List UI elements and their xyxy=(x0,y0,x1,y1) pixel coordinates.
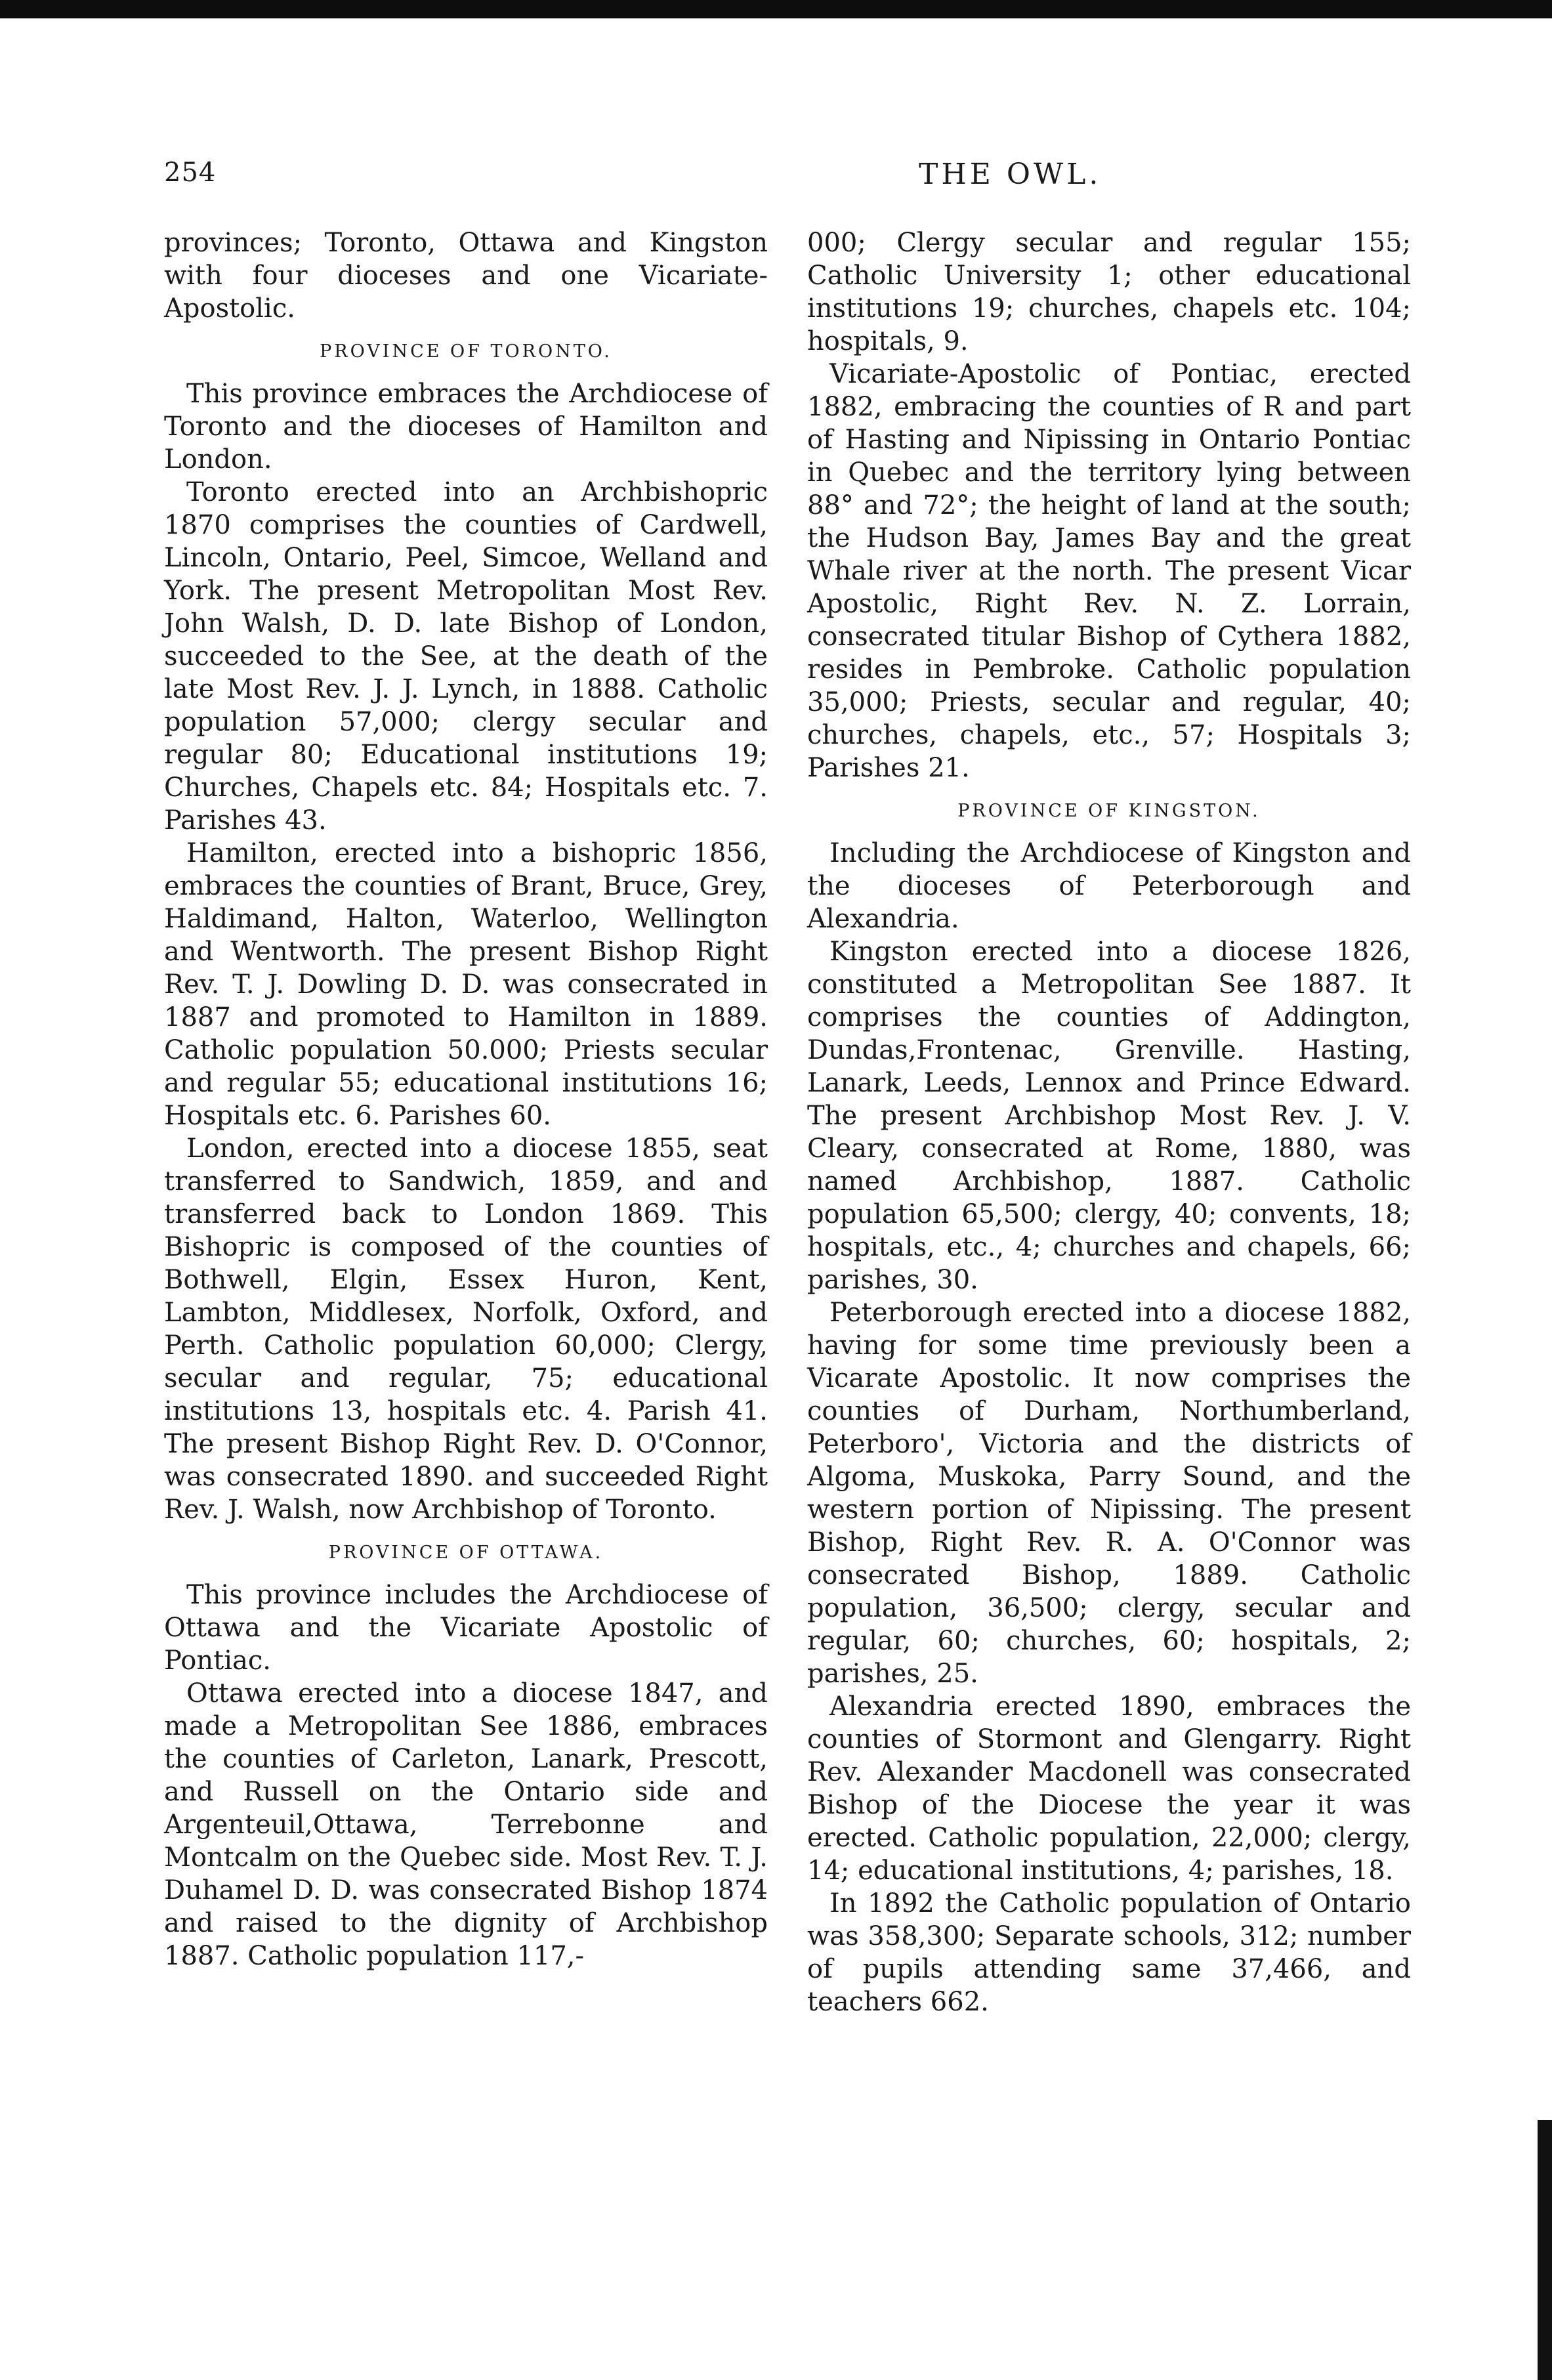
pontiac-paragraph: Vicariate-Apostolic of Pontiac, erected 1882, embracing the counties of R and part of Hasting and Nipissing in Ontario Pontiac in Quebec and the territory lying between 88° and 72°; the height of land at the south; the Hudson Bay, James Bay and the great Whale river at the north. The present Vicar Apostolic, Right Rev. N. Z. Lorrain, consecrated titular Bishop of Cythera 1882, resides in Pembroke. Catholic population 35,000; Priests, secular and regular, 40; churches, chapels, etc., 57; Hospitals 3; Parishes 21. xyxy=(807,359,1411,783)
alexandria-paragraph: Alexandria erected 1890, embraces the counties of Stormont and Glengarry. Right Rev. Alexander Macdonell was consecrated Bishop of the Diocese the year it was erected. Catholic population, 22,000; clergy, 14; educational institutions, 4; parishes, 18. xyxy=(807,1691,1411,1886)
ottawa-paragraph-1: This province includes the Archdiocese of Ottawa and the Vicariate Apostolic of Pontiac. xyxy=(164,1580,768,1676)
toronto-paragraph-1: This province embraces the Archdiocese of Toronto and the dioceses of Hamilton and London. xyxy=(164,379,768,475)
left-column xyxy=(164,226,768,1972)
kingston-paragraph-2: Kingston erected into a diocese 1826, constituted a Metropolitan See 1887. It comprises the counties of Addington, Dundas,Frontenac, Grenville. Hasting, Lanark, Leeds, Lennox and Prince Edward. The present Archbishop Most Rev. J. V. Cleary, consecrated at Rome, 1880, was named Archbishop, 1887. Catholic population 65,500; clergy, 40; convents, 18; hospitals, etc., 4; churches and chapels, 66; parishes, 30. xyxy=(807,937,1411,1295)
scan-top-border xyxy=(0,0,1552,18)
ottawa-continuation-paragraph: 000; Clergy secular and regular 155; Catholic University 1; other educational institutions 19; churches, chapels etc. 104; hospitals, 9. xyxy=(807,228,1411,356)
scan-edge-shadow xyxy=(1538,2120,1552,2380)
heading-province-of-kingston: PROVINCE OF KINGSTON. xyxy=(957,801,1261,821)
page-number: 254 xyxy=(164,158,217,188)
intro-paragraph: provinces; Toronto, Ottawa and Kingston with four dioceses and one Vicariate-Apostolic. xyxy=(164,228,768,324)
kingston-paragraph-1: Including the Archdiocese of Kingston and the dioceses of Peterborough and Alexandria. xyxy=(807,838,1411,934)
london-paragraph: London, erected into a diocese 1855, seat transferred to Sandwich, 1859, and and transferred back to London 1869. This Bishopric is composed of the counties of Bothwell, Elgin, Essex Huron, Kent, Lambton, Middlesex, Norfolk, Oxford, and Perth. Catholic population 60,000; Clergy, secular and regular, 75; educational institutions 13, hospitals etc. 4. Parish 41. The present Bishop Right Rev. D. O'Connor, was consecrated 1890. and succeeded Right Rev. J. Walsh, now Archbishop of Toronto. xyxy=(164,1134,768,1525)
heading-province-of-toronto: PROVINCE OF TORONTO. xyxy=(320,341,612,362)
peterborough-paragraph: Peterborough erected into a diocese 1882, having for some time previously been a Vicarate Apostolic. It now comprises the counties of Durham, Northumberland, Peterboro', Victoria and the districts of Algoma, Muskoka, Parry Sound, and the western portion of Nipissing. The present Bishop, Right Rev. R. A. O'Connor was consecrated Bishop, 1889. Catholic population, 36,500; clergy, secular and regular, 60; churches, 60; hospitals, 2; parishes, 25. xyxy=(807,1298,1411,1689)
page-header xyxy=(164,158,1365,210)
right-column xyxy=(807,226,1411,2018)
toronto-paragraph-2: Toronto erected into an Archbishopric 1870 comprises the counties of Cardwell, Lincoln, Ontario, Peel, Simcoe, Welland and York. The present Metropolitan Most Rev. John Walsh, D. D. late Bishop of London, succeeded to the See, at the death of the late Most Rev. J. J. Lynch, in 1888. Catholic population 57,000; clergy secular and regular 80; Educational institutions 19; Churches, Chapels etc. 84; Hospitals etc. 7. Parishes 43. xyxy=(164,477,768,836)
ottawa-paragraph-2: Ottawa erected into a diocese 1847, and made a Metropolitan See 1886, embraces the counties of Carleton, Lanark, Prescott, and Russell on the Ontario side and Argenteuil,Ottawa, Terrebonne and Montcalm on the Quebec side. Most Rev. T. J. Duhamel D. D. was consecrated Bishop 1874 and raised to the dignity of Archbishop 1887. Catholic population 117,- xyxy=(164,1678,768,1971)
summary-paragraph: In 1892 the Catholic population of Ontario was 358,300; Separate schools, 312; number of pupils attending same 37,466, and teachers 662. xyxy=(807,1888,1411,2017)
running-title: THE OWL. xyxy=(919,158,1102,191)
hamilton-paragraph: Hamilton, erected into a bishopric 1856, embraces the counties of Brant, Bruce, Grey, Haldimand, Halton, Waterloo, Wellington and Wentworth. The present Bishop Right Rev. T. J. Dowling D. D. was consecrated in 1887 and promoted to Hamilton in 1889. Catholic population 50.000; Priests secular and regular 55; educational institutions 16; Hospitals etc. 6. Parishes 60. xyxy=(164,838,768,1131)
heading-province-of-ottawa: PROVINCE OF OTTAWA. xyxy=(328,1542,604,1563)
